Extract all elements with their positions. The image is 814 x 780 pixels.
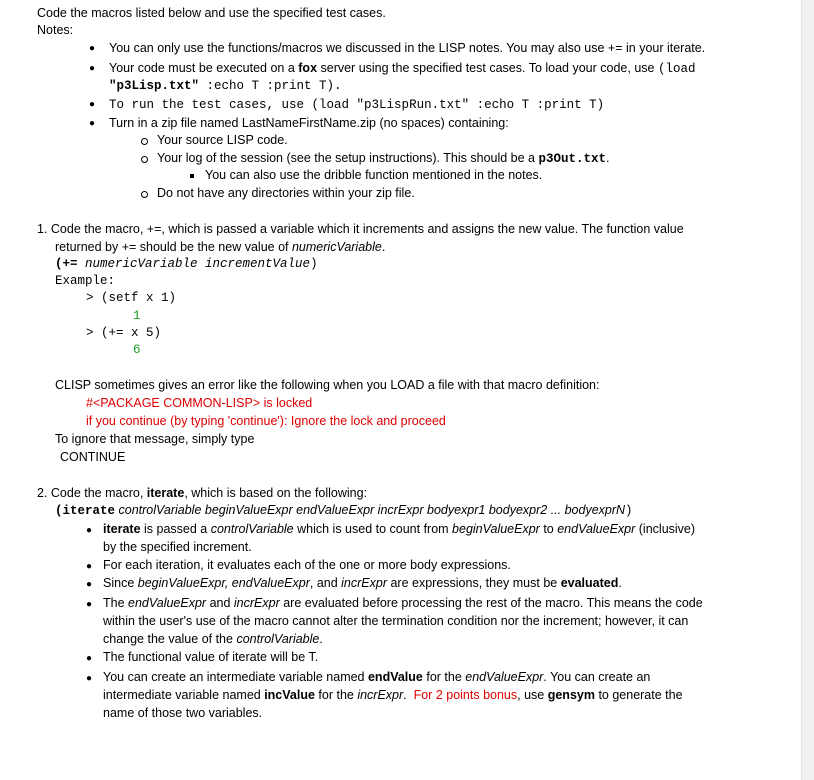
q1-line2-period: . — [381, 240, 386, 254]
q1-example2-output: 6 — [133, 343, 141, 357]
sub-sub-item-1: You can also use the dribble function mentioned in the notes. — [205, 168, 543, 182]
q2-b6-text-a: You can create an intermediate variable named — [103, 670, 368, 684]
q1-line2 — [55, 239, 385, 256]
bullet-icon: ● — [86, 653, 93, 664]
q2-b6-l2-bonus: For 2 points bonus — [413, 688, 518, 702]
q2-line1 — [37, 485, 367, 502]
bullet-icon: ● — [86, 599, 93, 610]
note-2-fox: fox — [298, 61, 318, 75]
bullet-icon: ● — [89, 63, 96, 74]
note-3 — [109, 96, 604, 114]
q2-b1-to: to — [539, 522, 558, 536]
note-2-code1: (load — [657, 62, 696, 76]
bullet-icon: ● — [89, 43, 96, 54]
note-2-line1 — [109, 60, 695, 78]
bullet-icon: ● — [86, 673, 93, 684]
q2-b1-control: controlVariable — [210, 522, 294, 536]
sub-item-2-text: Your log of the session (see the setup instructions). This should be a — [157, 151, 539, 165]
q1-sig-params: numericVariable incrementValue — [77, 257, 311, 271]
clisp-note: CLISP sometimes gives an error like the following when you LOAD a file with that macro definition: — [55, 378, 600, 392]
q1-signature — [55, 256, 318, 273]
q2-b6-endexpr: endValueExpr — [465, 670, 544, 684]
q2-b6-text-e: . You can create an — [543, 670, 651, 684]
q2-b6-l2-tail: to generate the — [594, 688, 683, 702]
q2-b6-l2-use: , use — [517, 688, 548, 702]
q1-example1-output: 1 — [133, 309, 141, 323]
q2-b4-and: and — [206, 596, 234, 610]
q2-bullet-1-line2: by the specified increment. — [103, 540, 252, 554]
q1-line2-text: returned by += should be the new value of — [55, 240, 292, 254]
q2-b1-iterate: iterate — [103, 522, 141, 536]
q2-b4-l3-text: change the value of the — [103, 632, 237, 646]
q2-bullet-6-line2 — [103, 687, 683, 704]
q2-b6-l2-incvalue: incValue — [264, 688, 315, 702]
q1-sig-name: (+= — [55, 257, 78, 271]
note-2-line2 — [109, 77, 342, 95]
q2-b3-text-e: are expressions, they must be — [387, 576, 561, 590]
q2-bullet-5: The functional value of iterate will be T. — [103, 650, 319, 664]
q2-b4-l3-control: controlVariable — [236, 632, 320, 646]
q2-b6-l2-gensym: gensym — [547, 688, 595, 702]
q1-example-label: Example: — [55, 274, 116, 288]
note-2-text-c: server using the specified test cases. To load your code, use — [317, 61, 658, 75]
q2-b6-l2-incr: incrExpr — [357, 688, 404, 702]
q1-line2-var: numericVariable — [291, 240, 382, 254]
q2-b4-l3-period: . — [319, 632, 323, 646]
q2-bullet-6-line1 — [103, 669, 650, 686]
q2-bullet-2: For each iteration, it evaluates each of the one or more body expressions. — [103, 558, 511, 572]
q2-sig-close: ) — [625, 504, 633, 518]
sub-item-2-filename: p3Out.txt — [538, 152, 606, 166]
q2-b3-text-a: Since — [103, 576, 138, 590]
note-3-text: To run the test cases, use — [109, 98, 312, 112]
vertical-scrollbar[interactable] — [801, 0, 814, 780]
note-4: Turn in a zip file named LastNameFirstName.zip (no spaces) containing: — [109, 116, 509, 130]
q2-signature — [55, 502, 633, 520]
q2-b1-begin: beginValueExpr — [452, 522, 540, 536]
bullet-icon: ● — [86, 525, 93, 536]
q2-b6-l2-for: for the — [314, 688, 358, 702]
q2-b3-period: . — [618, 576, 622, 590]
note-3-code: (load "p3LispRun.txt" :echo T :print T) — [311, 98, 605, 112]
sub-item-2-period: . — [606, 151, 610, 165]
q2-sig-name: (iterate — [55, 504, 116, 518]
q2-b1-end: endValueExpr — [557, 522, 636, 536]
q2-b1-text: is passed a — [140, 522, 211, 536]
q2-bullet-4-line1 — [103, 595, 703, 612]
circle-bullet-icon — [141, 138, 148, 145]
ignore-note: To ignore that message, simply type — [55, 432, 255, 446]
bullet-icon: ● — [89, 99, 96, 110]
q2-b3-incr: incrExpr — [341, 576, 387, 590]
q2-b4-the: The — [103, 596, 129, 610]
q2-bullet-4-line3 — [103, 631, 323, 648]
q2-sig-params: controlVariable beginValueExpr endValueExpr incrExpr bodyexpr1 bodyexpr2 ... bodyexprN — [115, 503, 626, 517]
q2-b6-endvalue: endValue — [367, 670, 423, 684]
q2-b6-l2-text: intermediate variable named — [103, 688, 265, 702]
q2-bullet-1-line1 — [103, 521, 695, 538]
q1-line1: 1. Code the macro, +=, which is passed a variable which it increments and assigns the new value. The function value — [37, 222, 684, 236]
q2-b1-inclusive: (inclusive) — [635, 522, 696, 536]
circle-bullet-icon — [141, 191, 148, 198]
q1-sig-close: ) — [310, 257, 318, 271]
bullet-icon: ● — [86, 561, 93, 572]
q2-bullet-6-line3: name of those two variables. — [103, 706, 263, 720]
note-2-code3: :echo T :print T). — [199, 79, 342, 93]
q2-bullet-4-line2: within the user's use of the macro cannot alter the termination condition nor the increment; however, it can — [103, 614, 689, 628]
q2-b3-exprs: beginValueExpr, endValueExpr — [137, 576, 310, 590]
intro-heading: Code the macros listed below and use the specified test cases. — [37, 6, 386, 20]
q2-line1-iterate: iterate — [146, 486, 185, 500]
sub-item-1: Your source LISP code. — [157, 133, 288, 147]
sub-item-3: Do not have any directories within your zip file. — [157, 186, 415, 200]
clisp-error-1: #<PACKAGE COMMON-LISP> is locked — [86, 396, 313, 410]
q2-b3-evaluated: evaluated — [560, 576, 619, 590]
q2-b4-text: are evaluated before processing the rest of the macro. This means the code — [279, 596, 703, 610]
q2-b3-and: , and — [309, 576, 342, 590]
notes-label: Notes: — [37, 23, 74, 37]
q2-bullet-3 — [103, 575, 622, 592]
note-1: You can only use the functions/macros we discussed in the LISP notes. You may also use += in your iterate. — [109, 41, 706, 55]
q2-line1-text-c: , which is based on the following: — [184, 486, 368, 500]
q2-b6-l2-sep: . — [403, 688, 414, 702]
q1-example2-command: > (+= x 5) — [86, 326, 162, 340]
q1-example1-command: > (setf x 1) — [86, 291, 177, 305]
q2-b4-incr: incrExpr — [233, 596, 280, 610]
bullet-icon: ● — [89, 118, 96, 129]
note-2-text-a: Your code must be executed on a — [109, 61, 299, 75]
q2-line1-text-a: 2. Code the macro, — [37, 486, 147, 500]
q2-b1-text2: which is used to count from — [293, 522, 453, 536]
sub-item-2 — [157, 150, 609, 168]
continue-command: CONTINUE — [60, 450, 126, 464]
clisp-error-2: if you continue (by typing 'continue'): Ignore the lock and proceed — [86, 414, 446, 428]
bullet-icon: ● — [86, 579, 93, 590]
q2-b6-for: for the — [422, 670, 466, 684]
square-bullet-icon — [190, 174, 194, 178]
circle-bullet-icon — [141, 156, 148, 163]
q2-b4-end: endValueExpr — [128, 596, 207, 610]
note-2-code2: "p3Lisp.txt" — [109, 79, 200, 93]
